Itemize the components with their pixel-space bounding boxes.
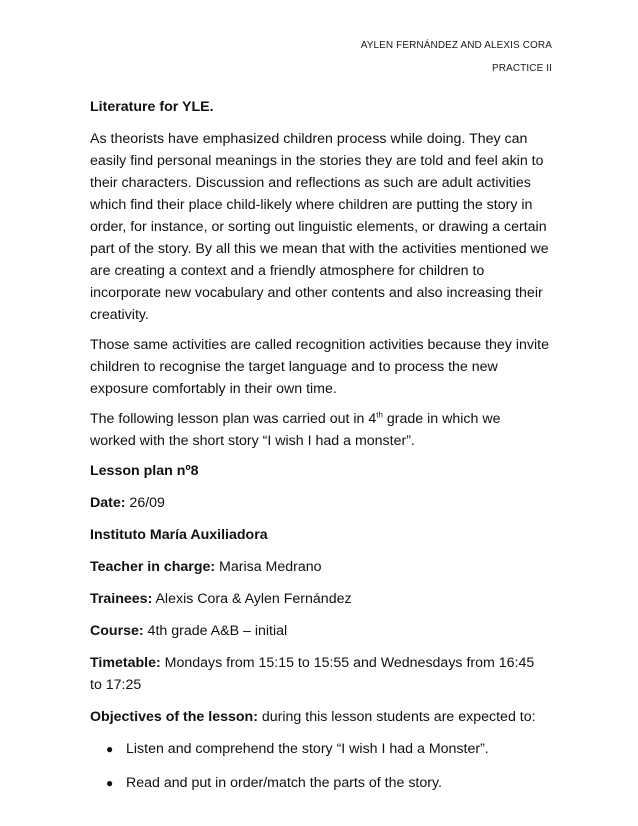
trainees-label: Trainees: <box>90 591 153 607</box>
timetable-field <box>90 652 550 696</box>
course-field <box>90 620 550 642</box>
trainees-value: Alexis Cora & Aylen Fernández <box>152 591 352 607</box>
objective-text: Read and put in order/match the parts of the story. <box>126 775 442 791</box>
document-title: Literature for YLE. <box>90 99 214 115</box>
paragraph-1: As theorists have emphasized children process while doing. They can easily find personal meanings in the stories they are told and feel akin to their characters. Discussion and reflections as such are adult activities which find their place child-likely where children are putting the story in order, for instance, or sorting out linguistic elements, or drawing a certain part of the story. By all this we mean that with the activities mentioned we are creating a context and a friendly atmosphere for children to incorporate new vocabulary and other contents and also increasing their creativity. <box>90 131 549 323</box>
course-label: Course: <box>90 623 144 639</box>
document-body <box>90 90 550 806</box>
paragraph-3-superscript: th <box>376 410 383 420</box>
institute-name: Instituto María Auxiliadora <box>90 527 268 543</box>
objectives-list <box>90 738 550 794</box>
teacher-label: Teacher in charge: <box>90 559 216 575</box>
bullet-icon: ● <box>106 776 114 790</box>
objectives-field <box>90 706 550 728</box>
objective-text: Listen and comprehend the story “I wish I had a Monster”. <box>126 741 489 757</box>
paragraph-2: Those same activities are called recognition activities because they invite children to recognise the target language and to process the new exposure comfortably in their own time. <box>90 337 549 397</box>
list-item <box>90 738 550 760</box>
bullet-icon: ● <box>106 742 114 756</box>
list-item <box>90 772 550 794</box>
header-authors: AYLEN FERNÁNDEZ AND ALEXIS CORA <box>360 40 552 51</box>
paragraph-3 <box>90 408 550 452</box>
timetable-label: Timetable: <box>90 655 161 671</box>
header-practice: PRACTICE II <box>492 63 552 74</box>
objectives-label: Objectives of the lesson: <box>90 709 258 725</box>
date-label: Date: <box>90 495 126 511</box>
paragraph-3-text-b: grade in which we worked with the short story “I wish I had a monster”. <box>90 411 501 449</box>
teacher-field <box>90 556 550 578</box>
timetable-value: Mondays from 15:15 to 15:55 and Wednesdays from 16:45 to 17:25 <box>90 655 535 693</box>
date-value: 26/09 <box>125 495 165 511</box>
teacher-value: Marisa Medrano <box>215 559 322 575</box>
date-field <box>90 492 550 514</box>
course-value: 4th grade A&B – initial <box>143 623 288 639</box>
objectives-value: during this lesson students are expected to: <box>257 709 536 725</box>
trainees-field <box>90 588 550 610</box>
paragraph-3-text-a: The following lesson plan was carried out in 4 <box>90 411 377 427</box>
lesson-plan-heading: Lesson plan nº8 <box>90 463 199 479</box>
